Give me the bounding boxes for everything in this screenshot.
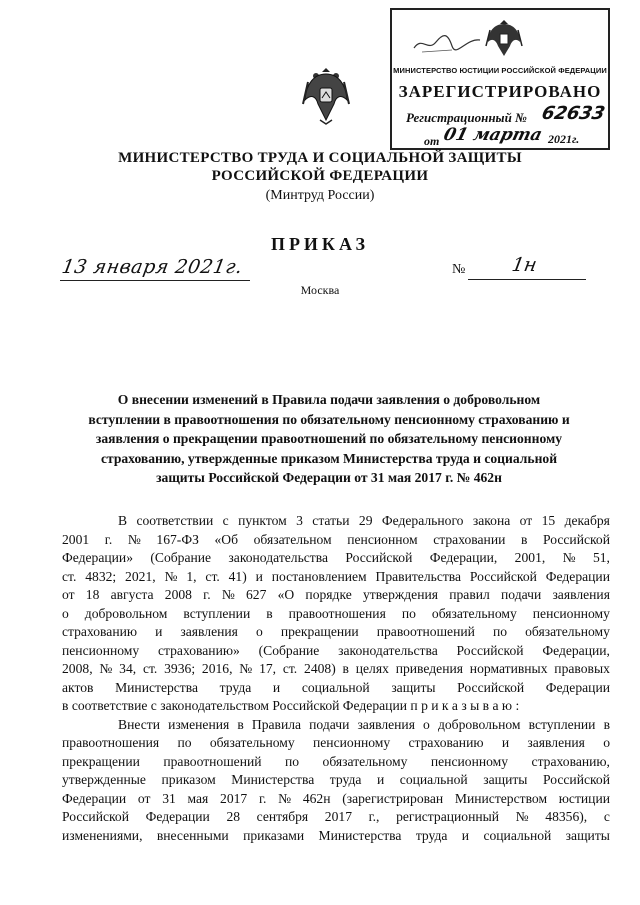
body-line: Федерации» (Собрание законодательства Российской Федерации, 2001, № 51, bbox=[62, 550, 610, 565]
date-underline bbox=[60, 280, 250, 281]
stamp-date: 01 марта bbox=[441, 125, 545, 145]
body-line: изменениями, внесенными приказами Министерства труда и социальной защиты bbox=[62, 827, 610, 843]
order-heading bbox=[64, 390, 594, 488]
body-line: прекращении правоотношений по обязательному пенсионному страхованию, bbox=[62, 753, 610, 769]
stamp-title: ЗАРЕГИСТРИРОВАНО bbox=[398, 82, 602, 101]
stamp-reg-number: 62633 bbox=[539, 103, 607, 124]
body-line: Федерации от 31 мая 2017 г. № 462н (зарегистрирован Министерством юстиции bbox=[62, 790, 610, 806]
heading-line: защиты Российской Федерации от 31 мая 2017 г. № 462н bbox=[156, 470, 502, 486]
registration-stamp bbox=[390, 8, 610, 150]
eagle-emblem-icon bbox=[484, 16, 524, 62]
body-line: актов Министерства труда и социальной защиты Российской Федерации bbox=[62, 679, 610, 695]
ministry-name-line2: РОССИЙСКОЙ ФЕДЕРАЦИИ bbox=[211, 168, 429, 184]
ministry-short-name: (Минтруд России) bbox=[265, 188, 375, 203]
body-line: правоотношения по обязательному пенсионному страхованию и заявления о bbox=[62, 735, 610, 750]
stamp-ministry: МИНИСТЕРСТВО ЮСТИЦИИ РОССИЙСКОЙ ФЕДЕРАЦИИ bbox=[393, 66, 607, 75]
order-title: ПРИКАЗ bbox=[270, 234, 370, 254]
coat-of-arms-icon bbox=[302, 66, 350, 126]
heading-line: страхованию, утвержденные приказом Министерства труда и социальной bbox=[100, 450, 558, 466]
body-line: страхованию и заявления о прекращении правоотношений по обязательному bbox=[62, 624, 610, 639]
body-line: 2001 г. № 167-ФЗ «Об обязательном пенсионном страховании в Российской bbox=[62, 531, 610, 547]
order-body bbox=[62, 512, 610, 845]
body-line: утвержденные приказом Министерства труда и социальной защиты Российской bbox=[62, 772, 610, 787]
body-line: в соответствие с законодательством Российской Федерации п р и к а з ы в а ю : bbox=[62, 698, 520, 713]
body-line: 2008, № 34, ст. 3936; 2016, № 17, ст. 2408) в целях приведения нормативных правовых bbox=[62, 661, 610, 676]
ministry-name-line1: МИНИСТЕРСТВО ТРУДА И СОЦИАЛЬНОЙ ЗАЩИТЫ bbox=[118, 150, 522, 166]
number-underline bbox=[468, 279, 586, 280]
stamp-year: 2021г. bbox=[548, 132, 580, 146]
stamp-reg-label: Регистрационный № bbox=[406, 110, 527, 125]
order-number-value: 1н bbox=[510, 254, 539, 276]
body-line: ст. 4832; 2021, № 1, ст. 41) и постановлением Правительства Российской Федерации bbox=[62, 568, 610, 584]
body-line: пенсионному страхованию» (Собрание законодательства Российской Федерации, bbox=[62, 642, 610, 658]
heading-line: вступлении в правоотношения по обязательному пенсионному страхованию и bbox=[88, 411, 570, 427]
body-line: Российской Федерации 28 сентября 2017 г., регистрационный № 48356), с bbox=[62, 809, 610, 824]
order-date-handwritten: 13 января 2021г. bbox=[60, 256, 245, 278]
body-line: Внести изменения в Правила подачи заявления о добровольном вступлении в bbox=[118, 716, 610, 732]
heading-line: заявления о прекращении правоотношений по обязательному пенсионному bbox=[95, 431, 563, 447]
body-line: от 18 августа 2008 г. № 627 «О порядке утверждения правил подачи заявления bbox=[62, 587, 610, 602]
heading-line: О внесении изменений в Правила подачи заявления о добровольном bbox=[117, 392, 541, 407]
order-number-label: № bbox=[452, 262, 466, 277]
signature-icon bbox=[412, 30, 482, 56]
body-line: В соответствии с пунктом 3 статьи 29 Федерального закона от 15 декабря bbox=[118, 513, 610, 528]
stamp-date-prefix: от bbox=[424, 134, 440, 148]
body-line: о добровольном вступлении в правоотношения по обязательному пенсионному bbox=[62, 605, 610, 621]
city: Москва bbox=[300, 283, 340, 297]
